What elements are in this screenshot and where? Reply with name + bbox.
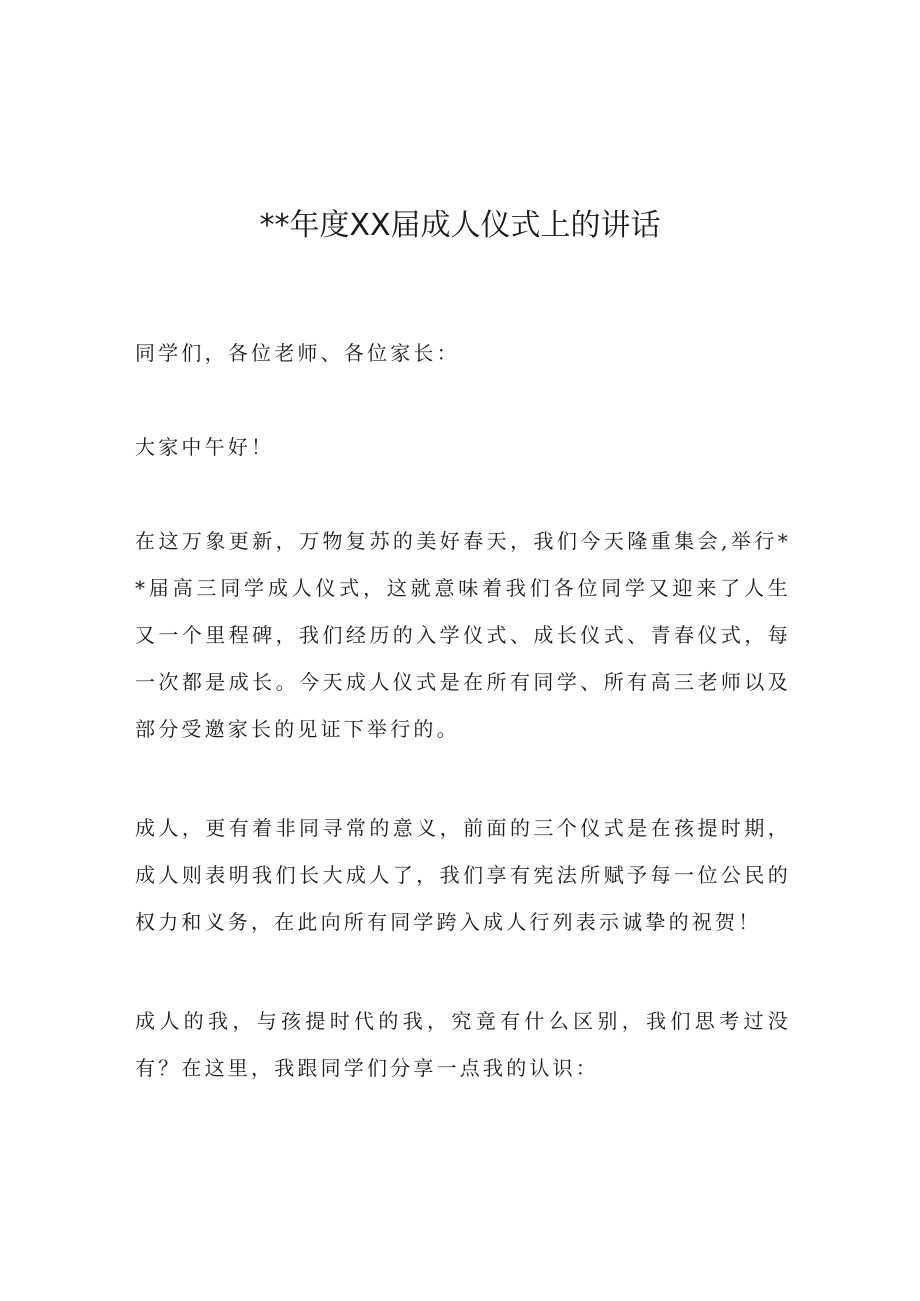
paragraph-question: 成人的我，与孩提时代的我，究竟有什么区别，我们思考过没有？在这里，我跟同学们分享一点我的认识： [135,1009,791,1080]
paragraph-intro: 在这万象更新，万物复苏的美好春天，我们今天隆重集会,举行**届高三同学成人仪式，这就意味着我们各位同学又迎来了人生又一个里程碑，我们经历的入学仪式、成长仪式、青春仪式，每一次都是成长。今天成人仪式是在所有同学、所有高三老师以及部分受邀家长的见证下举行的。 [135,529,791,741]
paragraph-hello: 大家中午好！ [135,435,275,459]
paragraph-adulthood: 成人，更有着非同寻常的意义，前面的三个仪式是在孩提时期，成人则表明我们长大成人了，我们享有宪法所赋予每一位公民的权力和义务，在此向所有同学跨入成人行列表示诚挚的祝贺！ [135,816,791,934]
page-title: **年度XX届成人仪式上的讲话 [259,208,661,243]
paragraph-greeting: 同学们，各位老师、各位家长： [135,341,460,365]
